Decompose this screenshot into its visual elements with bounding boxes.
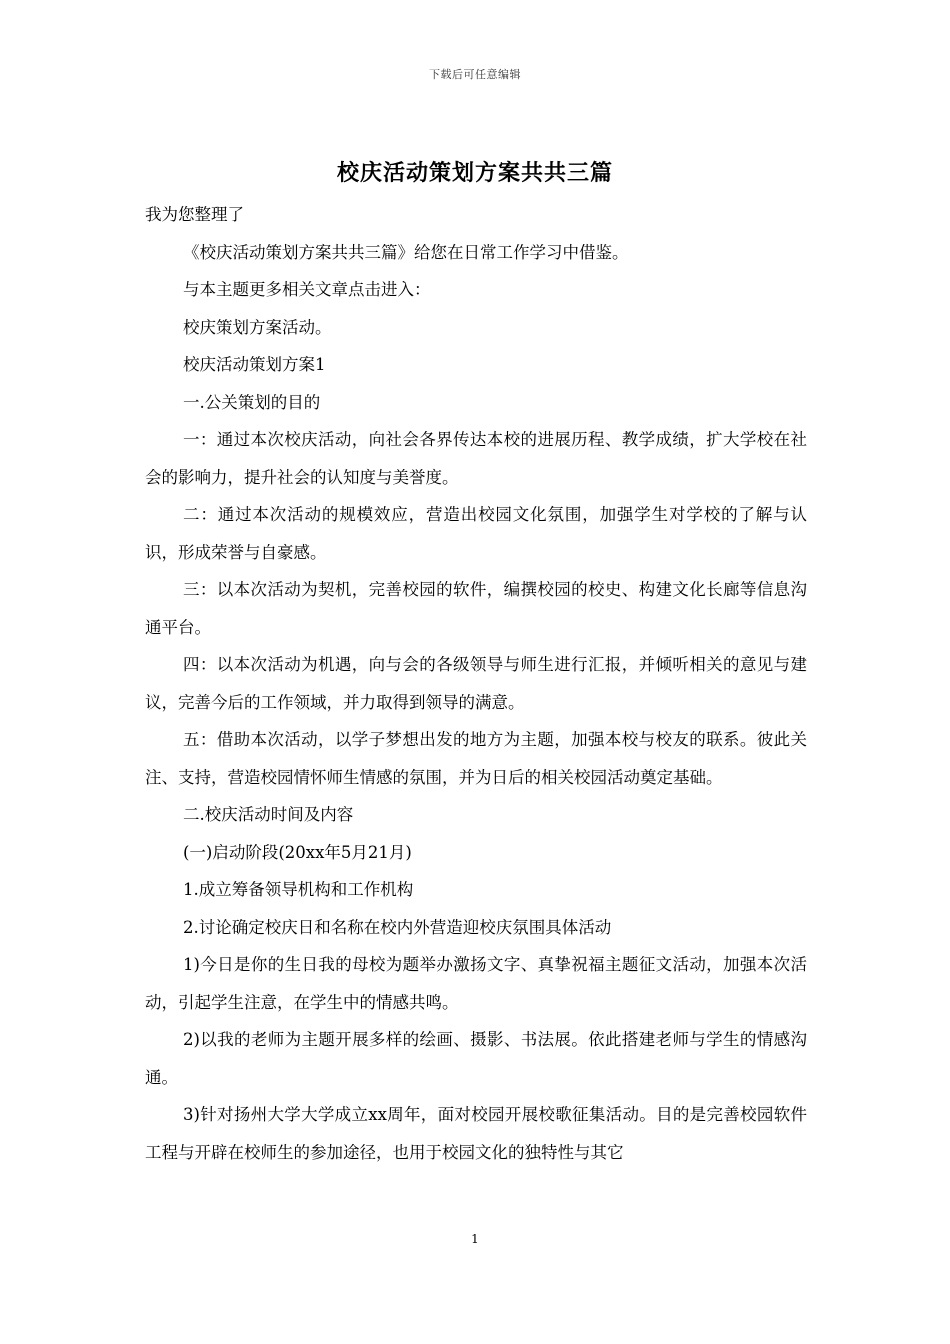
paragraph: 1.成立筹备领导机构和工作机构 — [183, 880, 414, 899]
section-heading: 校庆活动策划方案1 — [183, 355, 326, 374]
section-heading: 一.公关策划的目的 — [183, 392, 321, 412]
paragraph: 《校庆活动策划方案共共三篇》给您在日常工作学习中借鉴。 — [183, 242, 629, 262]
paragraph: 与本主题更多相关文章点击进入： — [183, 280, 431, 299]
paragraph: 3)针对扬州大学大学成立xx周年，面对校园开展校歌征集活动。目的是完善校园软件工程与开辟在校师生的参加途径，也用于校园文化的独特性与其它 — [145, 1105, 807, 1162]
paragraph: 五：借助本次活动，以学子梦想出发的地方为主题，加强本校与校友的联系。彼此关注、支持，营造校园情怀师生情感的氛围，并为日后的相关校园活动奠定基础。 — [145, 730, 807, 787]
document-body — [145, 196, 807, 1171]
document-title: 校庆活动策划方案共共三篇 — [336, 160, 613, 186]
paragraph: 2.讨论确定校庆日和名称在校内外营造迎校庆氛围具体活动 — [183, 917, 612, 937]
page-number: 1 — [471, 1232, 479, 1246]
page-header: 下载后可任意编辑 — [429, 68, 521, 81]
paragraph: 2)以我的老师为主题开展多样的绘画、摄影、书法展。依此搭建老师与学生的情感沟通。 — [145, 1030, 807, 1087]
section-heading: 二.校庆活动时间及内容 — [183, 805, 354, 824]
paragraph: 四：以本次活动为机遇，向与会的各级领导与师生进行汇报，并倾听相关的意见与建议，完善今后的工作领域，并力取得到领导的满意。 — [145, 655, 807, 712]
paragraph: 1)今日是你的生日我的母校为题举办激扬文字、真挚祝福主题征文活动，加强本次活动，引起学生注意，在学生中的情感共鸣。 — [145, 955, 807, 1012]
paragraph: 二：通过本次活动的规模效应，营造出校园文化氛围，加强学生对学校的了解与认识，形成荣誉与自豪感。 — [145, 505, 807, 562]
paragraph: 三：以本次活动为契机，完善校园的软件，编撰校园的校史、构建文化长廊等信息沟通平台。 — [145, 580, 807, 637]
paragraph: 我为您整理了 — [145, 205, 244, 224]
paragraph: 一：通过本次校庆活动，向社会各界传达本校的进展历程、教学成绩，扩大学校在社会的影响力，提升社会的认知度与美誉度。 — [145, 430, 807, 487]
paragraph: 校庆策划方案活动。 — [183, 317, 332, 337]
paragraph: (一)启动阶段(20xx年5月21月) — [183, 842, 412, 862]
